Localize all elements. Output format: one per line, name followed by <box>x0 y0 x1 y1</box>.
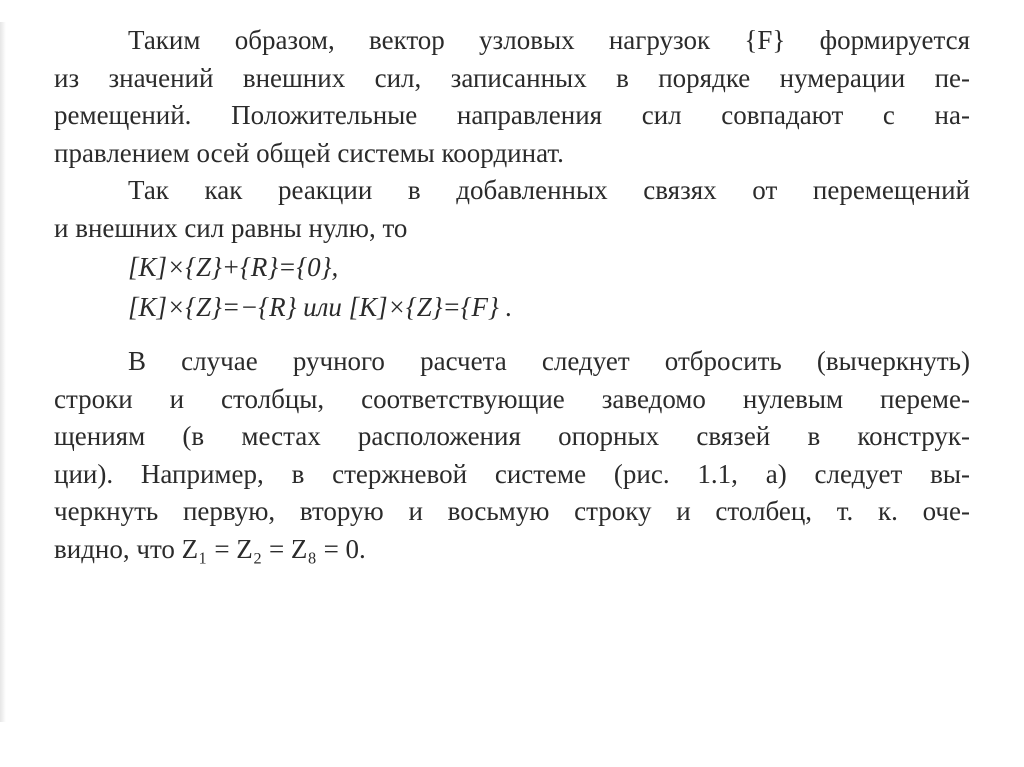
text-line: ции). Например, в стержневой системе (рис. 1.1, а) следует вы- <box>54 458 970 489</box>
paragraph-reactions <box>54 172 970 247</box>
equation-1 <box>54 247 970 287</box>
text-line: щениям (в местах расположения опорных связей в конструк- <box>54 421 970 451</box>
text-line: В случае ручного расчета следует отбросить (вычеркнуть) <box>128 346 970 376</box>
text-line: правлением осей общей системы координат. <box>54 137 564 168</box>
text-line: из значений внешних сил, записанных в порядке нумерации пе- <box>54 62 970 93</box>
text-line: видно, что Z₁ = Z₂ = Z₈ = 0. <box>54 533 366 564</box>
equation-text: [K]×{Z}=−{R} или [K]×{Z}={F} . <box>128 292 513 322</box>
paragraph-manual-calculation <box>54 343 970 568</box>
equation-2 <box>54 287 970 327</box>
paragraph-nodal-loads <box>54 22 970 172</box>
text-line: ремещений. Положительные направления сил совпадают с на- <box>54 100 970 130</box>
text-line: и внешних сил равны нулю, то <box>54 212 408 243</box>
text-line: строки и столбцы, соответствующие заведомо нулевым переме- <box>54 383 970 414</box>
equation-text: [K]×{Z}+{R}={0}, <box>128 252 339 282</box>
text-line: Таким образом, вектор узловых нагрузок {F} формируется <box>128 25 970 55</box>
text-line: Так как реакции в добавленных связях от перемещений <box>128 175 970 205</box>
paragraph-gap <box>54 327 970 343</box>
text-line: черкнуть первую, вторую и восьмую строку и столбец, т. к. оче- <box>54 496 970 526</box>
document-page <box>54 22 970 722</box>
